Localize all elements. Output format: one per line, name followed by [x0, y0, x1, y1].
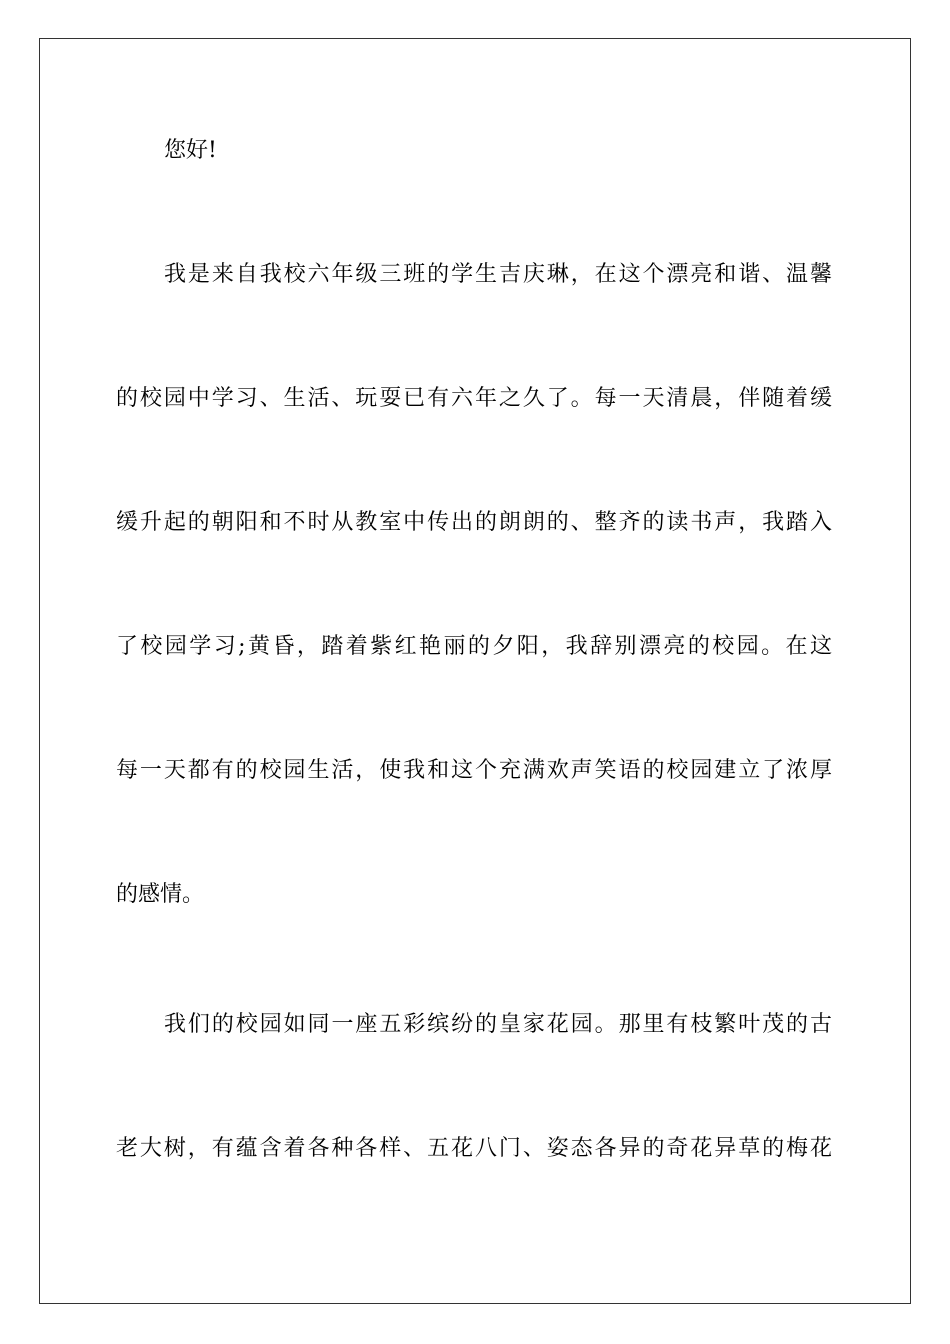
greeting-text: 您好! [164, 138, 217, 163]
paragraph-1-line-2: 的校园中学习、生活、玩耍已有六年之久了。每一天清晨，伴随着缓 [116, 386, 832, 411]
paragraph-1-line-5: 每一天都有的校园生活，使我和这个充满欢声笑语的校园建立了浓厚 [116, 758, 832, 783]
paragraph-1-line-3: 缓升起的朝阳和不时从教室中传出的朗朗的、整齐的读书声，我踏入 [116, 510, 832, 535]
paragraph-1-line-6: 的感情。 [116, 882, 205, 907]
page-frame [39, 38, 911, 1304]
paragraph-1-line-4: 了校园学习;黄昏，踏着紫红艳丽的夕阳，我辞别漂亮的校园。在这 [116, 634, 832, 659]
paragraph-2-line-1: 我们的校园如同一座五彩缤纷的皇家花园。那里有枝繁叶茂的古 [164, 1012, 832, 1037]
paragraph-2-line-2: 老大树，有蕴含着各种各样、五花八门、姿态各异的奇花异草的梅花 [116, 1136, 832, 1161]
paragraph-1-line-1: 我是来自我校六年级三班的学生吉庆琳，在这个漂亮和谐、温馨 [164, 262, 832, 287]
